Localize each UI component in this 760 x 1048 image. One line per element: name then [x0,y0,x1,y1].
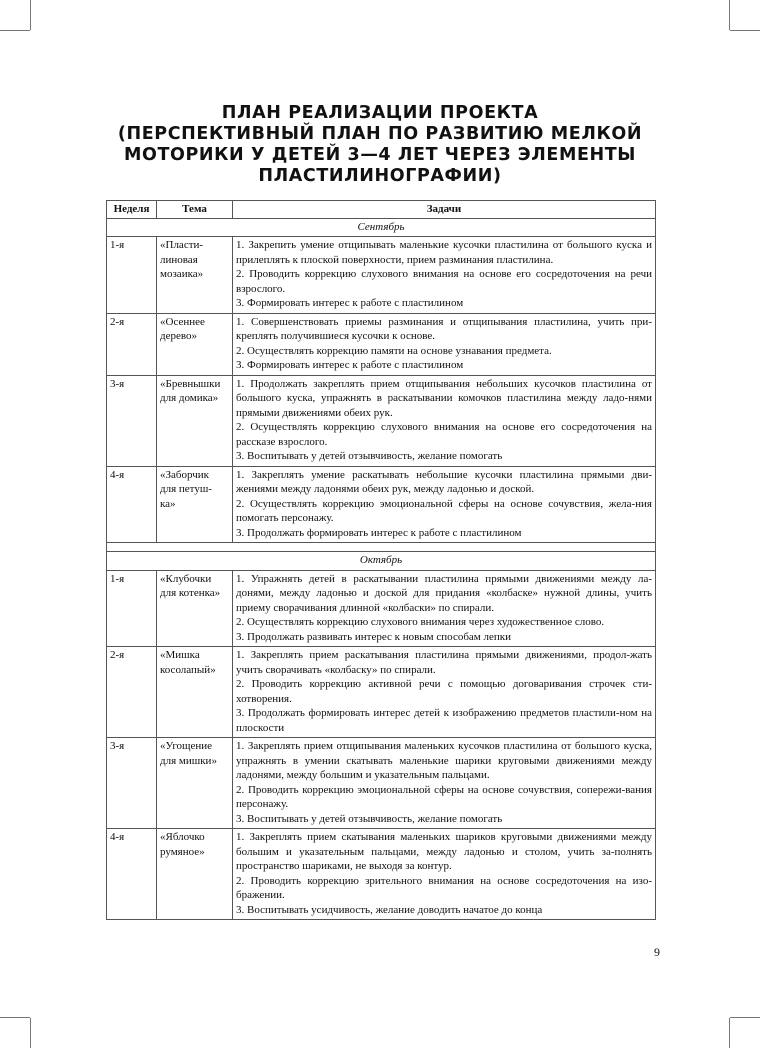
crop-mark [30,0,31,30]
title-line: МОТОРИКИ У ДЕТЕЙ 3—4 ЛЕТ ЧЕРЕЗ ЭЛЕМЕНТЫ [123,145,637,165]
crop-mark [730,1017,760,1018]
week-cell: 4-я [107,466,157,543]
tasks-cell [233,647,656,738]
crop-mark [729,1018,730,1048]
task-item: 1. Продолжать закреплять прием отщипывания небольших кусочков пластилина от большого куска, упражнять в раскатывании комочков пластилина между ладо-нями прямыми движениями обеих рук. [236,377,652,419]
table-header-row [107,201,656,219]
task-item: 2. Проводить коррекцию эмоциональной сферы на основе сочувствия, сопережи-вания персонажу. [236,783,652,810]
crop-mark [0,30,30,31]
crop-mark [730,30,760,31]
tasks-cell [233,466,656,543]
page-title [100,103,660,187]
month-row [107,552,656,571]
spacer-cell [107,543,656,552]
task-item: 1. Закреплять прием скатывания маленьких шариков круговыми движениями между большим и указательным пальцами, между ладонью и столом, учить за-полнять пространство шариками, не выходя за контур. [236,831,652,872]
task-item: 1. Упражнять детей в раскатывании пластилина прямыми движениями между ла-донями, между ладонью и доской для придания «колбаске» нужной длины, учить приему сворачивания длинной «колбаски» по спирали. [236,572,652,614]
week-cell: 3-я [107,738,157,829]
topic-cell: «Мишка косолапый» [157,647,233,738]
topic-cell: «Осеннее дерево» [157,313,233,375]
task-item: 3. Продолжать формировать интерес детей к изображению предметов пластили-ном на плоскости [236,707,652,734]
tasks-cell [233,375,656,466]
topic-cell: «Заборчик для петуш- ка» [157,466,233,543]
task-item: 3. Воспитывать у детей отзывчивость, желание помогать [236,812,503,825]
crop-mark [30,1018,31,1048]
month-label: Октябрь [107,552,656,571]
title-line: ПЛАСТИЛИНОГРАФИИ) [258,166,502,186]
crop-mark [0,1017,30,1018]
task-item: 3. Формировать интерес к работе с пластилином [236,297,464,309]
task-item: 3. Воспитывать усидчивость, желание доводить начатое до конца [236,903,543,916]
tasks-cell [233,829,656,920]
table-row [107,570,656,647]
topic-cell: «Бревнышки для домика» [157,375,233,466]
title-line: ПЛАН РЕАЛИЗАЦИИ ПРОЕКТА [221,103,539,123]
task-item: 3. Формировать интерес к работе с пластилином [236,359,464,371]
task-item: 3. Продолжать формировать интерес к работе с пластилином [236,526,522,539]
tasks-cell [233,570,656,647]
task-item: 1. Закрепить умение отщипывать маленькие кусочки пластилина от большого куска и прилеплять к плоской поверхности, прием разминания пластилина. [236,239,652,266]
task-item: 1. Закреплять прием отщипывания маленьких кусочков пластилина от большого куска, упражнять в умении скатывать маленькие шарики круговыми движениями между ладонями, между большим и указательным пальцами. [236,740,652,781]
table-row [107,237,656,314]
week-cell: 1-я [107,237,157,314]
month-row [107,218,656,237]
week-cell: 1-я [107,570,157,647]
table-row [107,829,656,920]
table-body [107,218,656,920]
week-cell: 2-я [107,313,157,375]
task-item: 1. Закреплять прием раскатывания пластилина прямыми движениями, продол-жать учить сворачивать «колбаску» по спирали. [236,649,652,676]
task-item: 2. Осуществлять коррекцию слухового внимания через художественное слово. [236,616,605,628]
table-row [107,375,656,466]
task-item: 1. Совершенствовать приемы разминания и отщипывания пластилина, учить при-креплять получившиеся кусочки к основе. [236,315,652,342]
table-row [107,647,656,738]
plan-table [106,200,656,920]
tasks-cell [233,313,656,375]
task-item: 2. Осуществлять коррекцию слухового внимания на основе его сосредоточения на рассказе взрослого. [236,421,652,448]
task-item: 2. Проводить коррекцию слухового внимания на основе его сосредоточения на речи взрослого. [236,268,652,295]
task-item: 2. Осуществлять коррекцию памяти на основе узнавания предмета. [236,344,552,357]
task-item: 3. Воспитывать у детей отзывчивость, желание помогать [236,450,503,462]
task-item: 2. Осуществлять коррекцию эмоциональной сферы на основе сочувствия, жела-ния помогать персонажу. [236,497,652,524]
header-tasks: Задачи [233,201,656,219]
title-line: (ПЕРСПЕКТИВНЫЙ ПЛАН ПО РАЗВИТИЮ МЕЛКОЙ [117,124,643,144]
task-item: 1. Закреплять умение раскатывать небольшие кусочки пластилина прямыми дви-жениями между ладонями обеих рук, между ладонью и доской. [236,468,652,495]
header-topic: Тема [157,201,233,219]
task-item: 2. Проводить коррекцию активной речи с помощью договаривания строчек сти-хотворения. [236,678,652,705]
week-cell: 2-я [107,647,157,738]
table-row [107,738,656,829]
page-number: 9 [654,945,660,959]
spacer-row [107,543,656,552]
topic-cell: «Клубочки для котенка» [157,570,233,647]
crop-mark [729,0,730,30]
month-label: Сентябрь [107,218,656,237]
week-cell: 3-я [107,375,157,466]
table-row [107,466,656,543]
header-week: Неделя [107,201,157,219]
tasks-cell [233,738,656,829]
topic-cell: «Угощение для мишки» [157,738,233,829]
topic-cell: «Пласти- линовая мозаика» [157,237,233,314]
week-cell: 4-я [107,829,157,920]
tasks-cell [233,237,656,314]
task-item: 3. Продолжать развивать интерес к новым способам лепки [236,630,511,643]
task-item: 2. Проводить коррекцию зрительного внимания на основе сосредоточения на изо-бражении. [236,874,652,901]
topic-cell: «Яблочко румяное» [157,829,233,920]
table-row [107,313,656,375]
